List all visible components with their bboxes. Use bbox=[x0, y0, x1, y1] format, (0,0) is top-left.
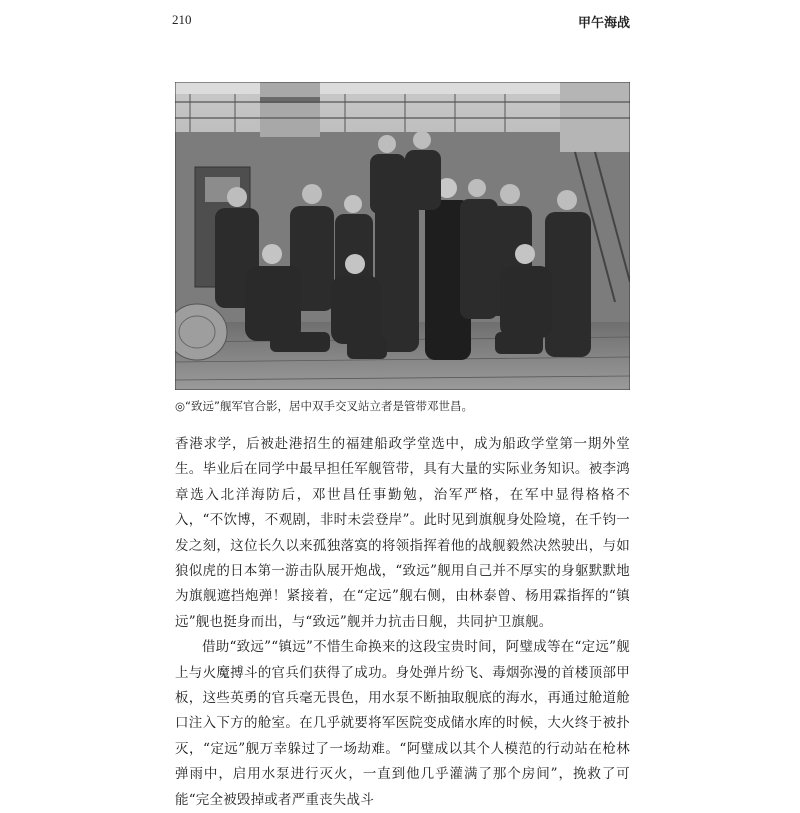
body-text bbox=[175, 432, 630, 813]
paragraph: 借助“致远”“镇远”不惜生命换来的这段宝贵时间，阿璧成等在“定远”舰上与火魔搏斗的官兵们获得了成功。身处弹片纷飞、毒烟弥漫的首楼顶部甲板，这些英勇的官兵毫无畏色，用水泵不断抽取舰底的海水，再通过舱道舱口注入下方的舱室。在几乎就要将军医院变成储水库的时候，大火终于被扑灭，“定远”舰万幸躲过了一场劫难。“阿璧成以其个人模范的行动站在枪林弹雨中，启用水泵进行灭火，一直到他几乎灌满了那个房间”，挽救了可能“完全被毁掉或者严重丧失战斗 bbox=[175, 639, 630, 808]
group-photo bbox=[175, 82, 630, 390]
figure-caption: ◎“致远”舰军官合影，居中双手交叉站立者是管带邓世昌。 bbox=[175, 399, 473, 413]
page-number: 210 bbox=[172, 12, 192, 27]
paragraph: 香港求学，后被赴港招生的福建船政学堂选中，成为船政学堂第一期外堂生。毕业后在同学中最早担任军舰管带，具有大量的实际业务知识。被李鸿章选入北洋海防后，邓世昌任事勤勉，治军严格，在军中显得格格不入，“不饮博，不观剧，非时未尝登岸”。此时见到旗舰身处险境，在千钧一发之刻，这位长久以来孤独落寞的将领指挥着他的战舰毅然决然驶出，与如狼似虎的日本第一游击队展开炮战，“致远”舰用自己并不厚实的身躯默默地为旗舰遮挡炮弹！紧接着，在“定远”舰右侧，由林泰曾、杨用霖指挥的“镇远”舰也挺身而出，与“致远”舰并力抗击日舰，共同护卫旗舰。 bbox=[175, 436, 630, 630]
running-head-title: 甲午海战 bbox=[577, 16, 630, 31]
